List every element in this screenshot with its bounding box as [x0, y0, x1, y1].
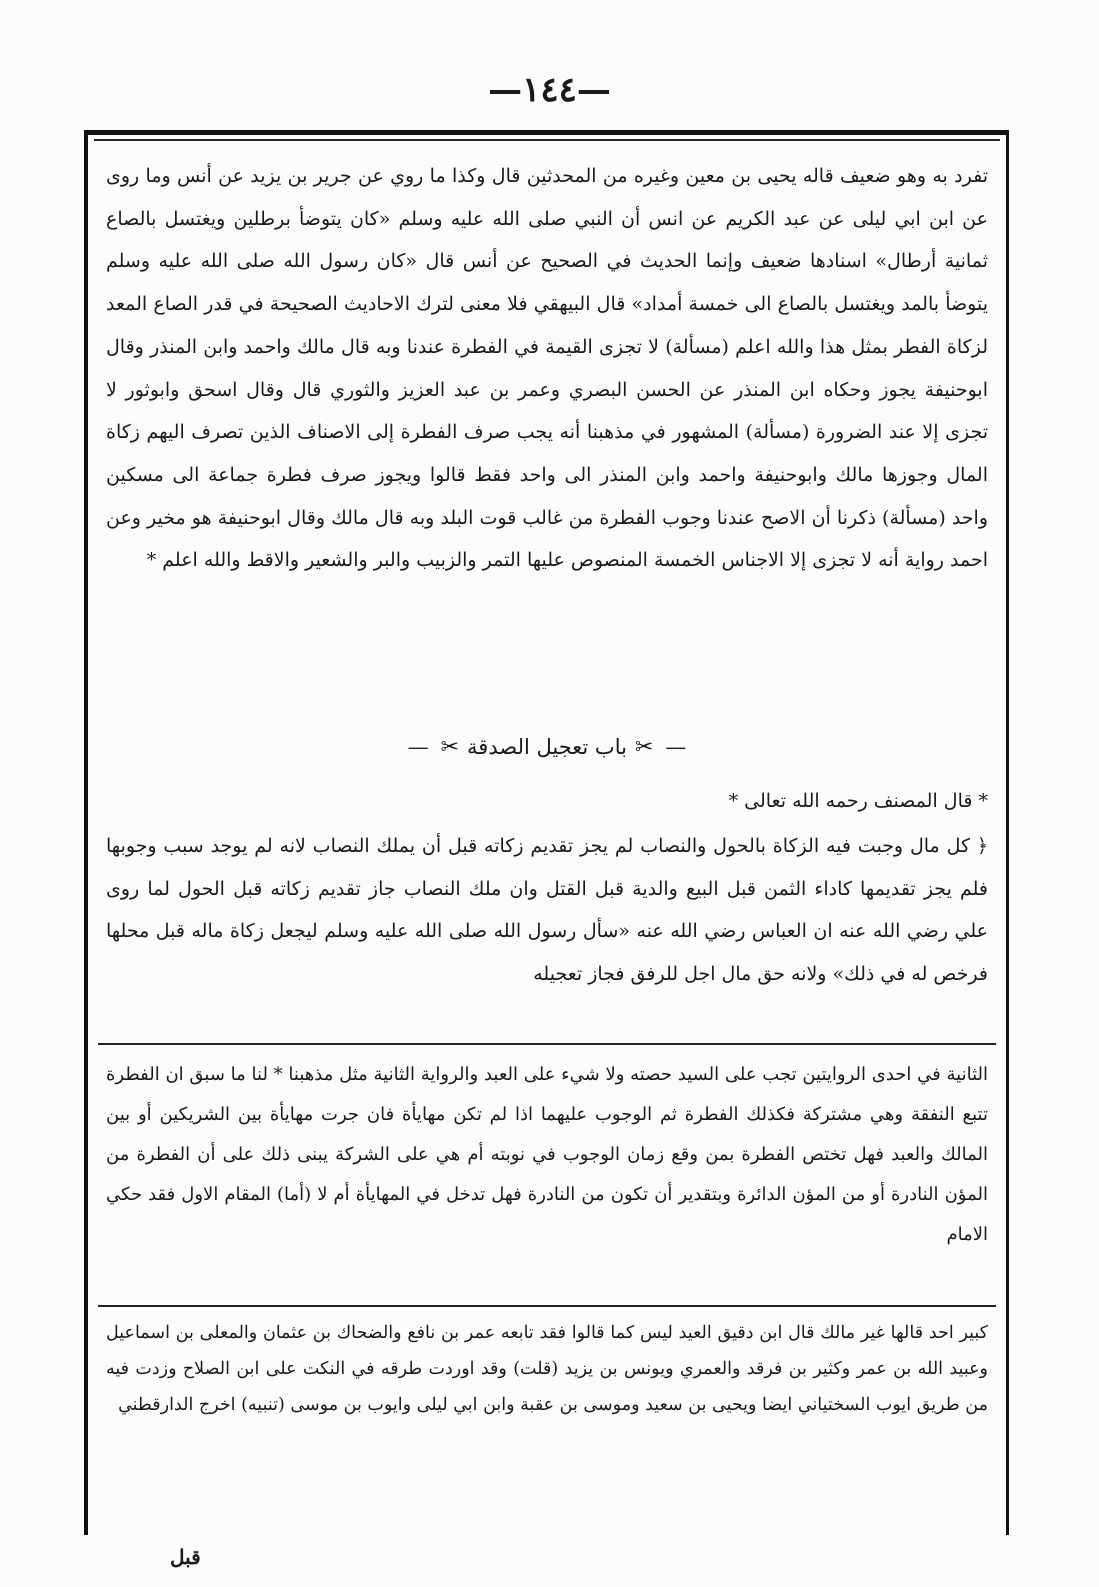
- ornament-icon: ✂: [440, 735, 460, 760]
- main-paragraph-top: تفرد به وهو ضعيف قاله يحيى بن معين وغيره من المحدثين قال وكذا ما روي عن جرير بن يزيد عن أنس وما روى عن ابن ابي ليلى عن عبد الكريم عن انس أن النبي صلى الله عليه وسلم «كان يتوضأ برطلين ويغتسل بالصاع ثمانية أرطال» اسنادها ضعيف وإنما الحديث في الصحيح عن أنس قال «كان رسول الله صلى الله عليه وسلم يتوضأ بالمد ويغتسل بالصاع الى خمسة أمداد» قال البيهقي فلا معنى لترك الاحاديث الصحيحة في قدر الصاع المعد لزكاة الفطر بمثل هذا والله اعلم (مسألة) لا تجزى القيمة في الفطرة عندنا وبه قال مالك واحمد وابن المنذر وقال ابوحنيفة يجوز وحكاه ابن المنذر عن الحسن البصري وعمر بن عبد العزيز والثوري قال وقال اسحق وابوثور لا تجزى إلا عند الضرورة (مسألة) المشهور في مذهبنا أنه يجب صرف الفطرة إلى الاصناف الذين تصرف اليهم زكاة المال وجوزها مالك وابوحنيفة واحمد وابن المنذر الى واحد فقط قالوا ويجوز صرف فطرة جماعة الى مسكين واحد (مسألة) ذكرنا أن الاصح عندنا وجوب الفطرة من غالب قوت البلد وبه قال مالك وقال ابوحنيفة هو مخير وعن احمد رواية أنه لا تجزى إلا الاجناس الخمسة المنصوص عليها التمر والزبيب والبر والشعير والاقط والله اعلم *: [106, 165, 988, 572]
- footnote-paragraph-1: الثانية في احدى الروايتين تجب على السيد حصته ولا شيء على العبد والرواية الثانية مثل مذهبنا * لنا ما سبق ان الفطرة تتبع النفقة وهي مشتركة فكذلك الفطرة ثم الوجوب عليهما اذا لم تكن مهايأة فان جرت مهايأة بين الشريكين أو بين المالك والعبد فهل تختص الفطرة بمن وقع زمان الوجوب في نوبته أم هي على الشركة يبنى ذلك على أن الفطرة من المؤن النادرة أو من المؤن الدائرة وبتقدير أن تكون من النادرة فهل تدخل في المهايأة أم لا (أما) المقام الاول فقد حكي الامام: [106, 1064, 988, 1245]
- footnote-commentary: [106, 1055, 988, 1255]
- page-number: —١٤٤—: [488, 70, 611, 110]
- footnote-commentary-2: [106, 1315, 988, 1423]
- ornament-icon: ✂: [634, 735, 654, 760]
- footnote-paragraph-2: كبير احد قالها غير مالك قال ابن دقيق العيد ليس كما قالوا فقد تابعه عمر بن نافع والضحاك بن عثمان والمعلى بن اسماعيل وعبيد الله بن عمر وكثير بن فرقد والعمري ويونس بن يزيد (قلت) وقد اوردت طرقه في النكت على ابن الصلاح وزدت فيه من طريق ايوب السختياني ايضا ويحيى بن سعيد وموسى بن عقبة وابن ابي ليلى وايوب بن موسى (تنبيه) اخرج الدارقطني: [106, 1323, 988, 1415]
- text-frame: [84, 130, 1009, 1535]
- main-text-top: [106, 155, 988, 582]
- chapter-heading: —✂باب تعجيل الصدقة✂—: [407, 735, 687, 760]
- catchword: قبل: [170, 1545, 201, 1569]
- chapter-title: باب تعجيل الصدقة: [467, 735, 627, 759]
- footnote-separator-2: [98, 1305, 996, 1307]
- main-text-bottom: [106, 825, 988, 996]
- footnote-separator: [98, 1043, 996, 1045]
- main-paragraph-bottom: ﴿ كل مال وجبت فيه الزكاة بالحول والنصاب لم يجز تقديم زكاته قبل أن يملك النصاب لانه لم يوجد سبب وجوبها فلم يجز تقديمها كاداء الثمن قبل البيع والدية قبل القتل وان ملك النصاب جاز تقديم زكاته قبل الحول لما روى علي رضي الله عنه ان العباس رضي الله عنه «سأل رسول الله صلى الله عليه وسلم ليجعل زكاة ماله قبل محلها فرخص له في ذلك» ولانه حق مال اجل للرفق فجاز تعجيله: [106, 835, 988, 986]
- author-line: * قال المصنف رحمه الله تعالى *: [728, 790, 988, 812]
- author-line-block: [106, 780, 988, 823]
